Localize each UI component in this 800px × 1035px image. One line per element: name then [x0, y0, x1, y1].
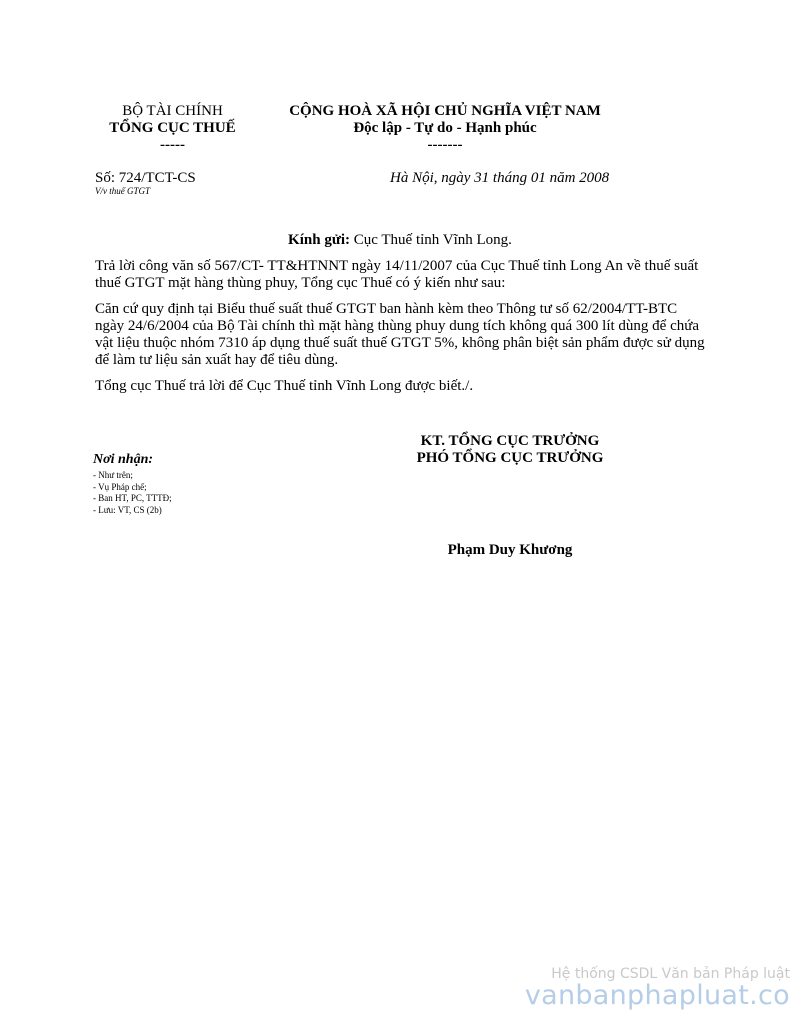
- body-paragraph: Trả lời công văn số 567/CT- TT&HTNNT ngày 14/11/2007 của Cục Thuế tỉnh Long An về thuế suất thuế GTGT mặt hàng thùng phuy, Tổng cục Thuế có ý kiến như sau:: [95, 258, 699, 291]
- watermark-site: vanbanphapluat.co: [524, 980, 790, 1011]
- document-subject: V/v thuế GTGT: [95, 186, 150, 196]
- recipient-item: - Ban HT, PC, TTTĐ;: [93, 493, 172, 503]
- letter-body: [95, 258, 705, 404]
- recipient-item: - Như trên;: [93, 470, 133, 480]
- signature-title: [390, 433, 630, 467]
- signer-name: Phạm Duy Khương: [447, 542, 573, 558]
- nation-name: CỘNG HOÀ XÃ HỘI CHỦ NGHĨA VIỆT NAM: [289, 103, 601, 119]
- recipient-item: - Lưu: VT, CS (2b): [93, 504, 162, 515]
- signature-line-2: PHÓ TỔNG CỤC TRƯỞNG: [416, 450, 604, 466]
- recipients-list: [93, 470, 172, 516]
- issuer-divider: -----: [160, 137, 185, 153]
- place-date: Hà Nội, ngày 31 tháng 01 năm 2008: [390, 170, 610, 186]
- ministry-name: BỘ TÀI CHÍNH: [122, 103, 223, 119]
- body-paragraph: Tổng cục Thuế trả lời để Cục Thuế tỉnh Vĩnh Long được biết./.: [95, 378, 474, 394]
- addressee-label: Kính gửi:: [288, 232, 350, 248]
- recipient-item: - Vụ Pháp chế;: [93, 481, 147, 492]
- body-paragraph: Căn cứ quy định tại Biểu thuế suất thuế GTGT ban hành kèm theo Thông tư số 62/2004/TT-BTC ngày 24/6/2004 của Bộ Tài chính thì mặt hàng thùng phuy dung tích không quá 300 lít dùng để chứa vật liệu thuộc nhóm 7310 áp dụng thuế suất thuế GTGT 5%, không phân biệt sản phẩm được sử dụng để làm tư liệu sản xuất hay để tiêu dùng.: [95, 301, 705, 368]
- national-motto: Độc lập - Tự do - Hạnh phúc: [353, 120, 537, 136]
- department-name: TỔNG CỤC THUẾ: [109, 120, 236, 136]
- addressee-line: [90, 232, 710, 249]
- national-header: [265, 103, 625, 154]
- recipients-heading: Nơi nhận:: [93, 452, 154, 467]
- watermark-caption: Hệ thống CSDL Văn bản Pháp luật: [551, 966, 790, 982]
- document-number: Số: 724/TCT-CS: [95, 170, 196, 186]
- signature-line-1: KT. TỔNG CỤC TRƯỞNG: [420, 433, 600, 449]
- addressee-recipient: Cục Thuế tỉnh Vĩnh Long.: [353, 232, 512, 248]
- motto-divider: -------: [427, 137, 463, 153]
- issuer-block: [90, 103, 255, 154]
